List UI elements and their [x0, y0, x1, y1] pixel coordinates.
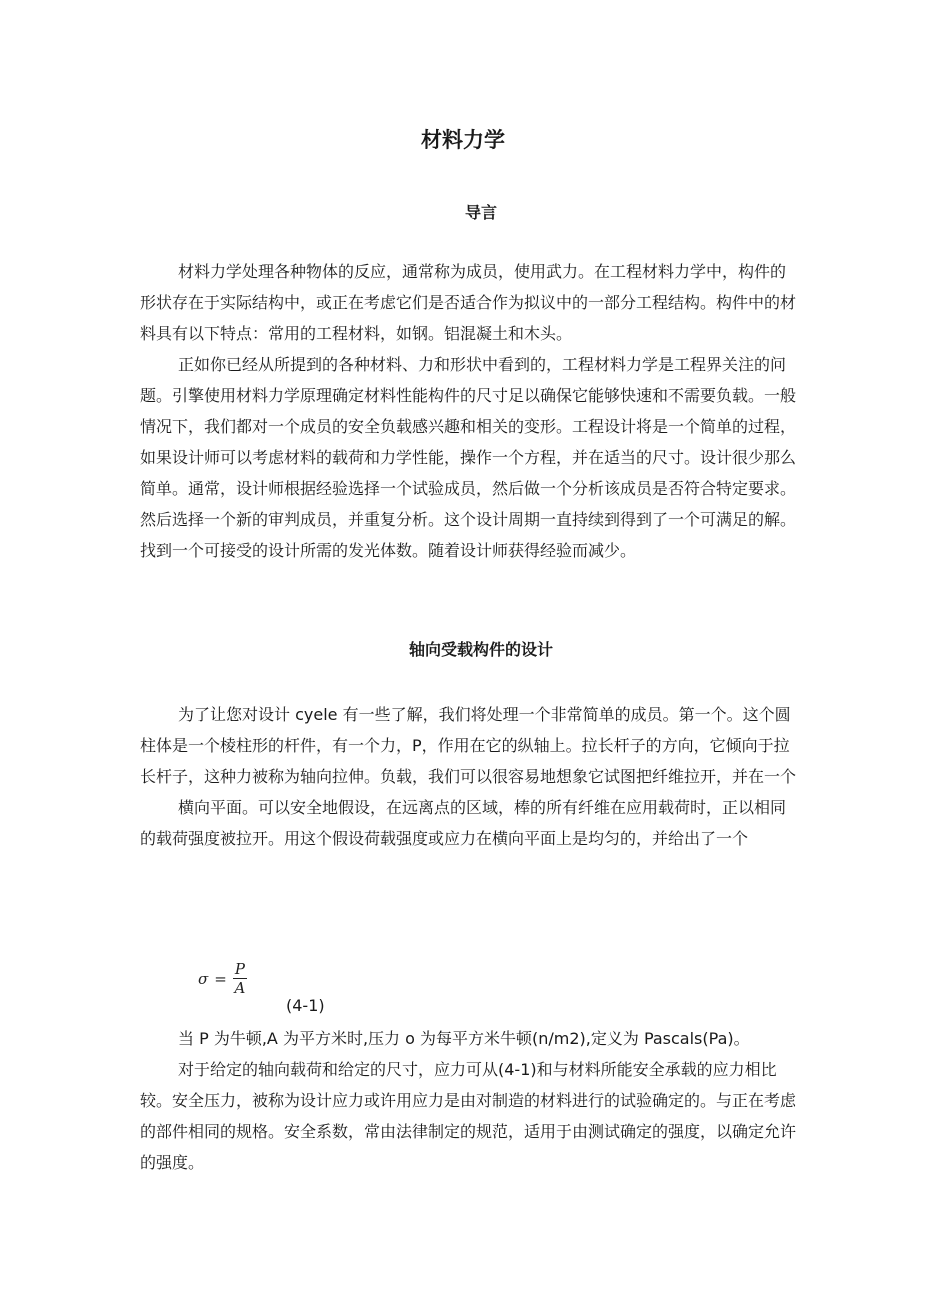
- equation-number: (4-1): [286, 996, 325, 1015]
- section-heading-axial-members: 轴向受载构件的设计: [408, 640, 553, 659]
- section-heading-introduction: 导言: [464, 203, 497, 222]
- axial-section-body-2: [140, 1023, 820, 1178]
- axial-section-body-1: [140, 699, 800, 854]
- paragraph: 横向平面。可以安全地假设，在远离点的区域，棒的所有纤维在应用载荷时，正以相同的载荷强度被拉开。用这个假设荷载强度或应力在横向平面上是均匀的，并给出了一个: [140, 798, 787, 848]
- formula-fraction: [233, 962, 247, 996]
- formula-numerator: P: [234, 960, 245, 978]
- paragraph: 正如你已经从所提到的各种材料、力和形状中看到的，工程材料力学是工程界关注的问题。引擎使用材料力学原理确定材料性能构件的尺寸足以确保它能够快速和不需要负载。一般情况下，我们都对一个成员的安全负载感兴趣和相关的变形。工程设计将是一个简单的过程，如果设计师可以考虑材料的载荷和力学性能，操作一个方程，并在适当的尺寸。设计很少那么简单。通常，设计师根据经验选择一个试验成员，然后做一个分析该成员是否符合特定要求。然后选择一个新的审判成员，并重复分析。这个设计周期一直持续到得到了一个可满足的解。找到一个可接受的设计所需的发光体数。随着设计师获得经验而减少。: [140, 355, 797, 560]
- paragraph: 对于给定的轴向载荷和给定的尺寸，应力可从(4-1)和与材料所能安全承载的应力相比较。安全压力，被称为设计应力或许用应力是由对制造的材料进行的试验确定的。与正在考虑的部件相同的规格。安全系数，常由法律制定的规范，适用于由测试确定的强度，以确定允许的强度。: [140, 1060, 797, 1172]
- formula-denominator: A: [234, 979, 246, 997]
- introduction-body: [140, 256, 800, 566]
- paragraph: 当 P 为牛顿,A 为平方米时,压力 o 为每平方米牛顿(n/m2),定义为 Pascals(Pa)。: [178, 1029, 750, 1048]
- document-title: 材料力学: [421, 128, 505, 152]
- formula-equals: =: [214, 970, 227, 988]
- stress-formula: [198, 962, 247, 996]
- paragraph: 材料力学处理各种物体的反应，通常称为成员，使用武力。在工程材料力学中，构件的形状存在于实际结构中，或正在考虑它们是否适合作为拟议中的一部分工程结构。构件中的材料具有以下特点：常用的工程材料，如钢。铝混凝土和木头。: [140, 262, 797, 343]
- paragraph: 为了让您对设计 cyele 有一些了解，我们将处理一个非常简单的成员。第一个。这个圆柱体是一个棱柱形的杆件，有一个力，P，作用在它的纵轴上。拉长杆子的方向，它倾向于拉长杆子，这种力被称为轴向拉伸。负载，我们可以很容易地想象它试图把纤维拉开，并在一个: [140, 705, 797, 786]
- formula-sigma: σ: [198, 970, 209, 988]
